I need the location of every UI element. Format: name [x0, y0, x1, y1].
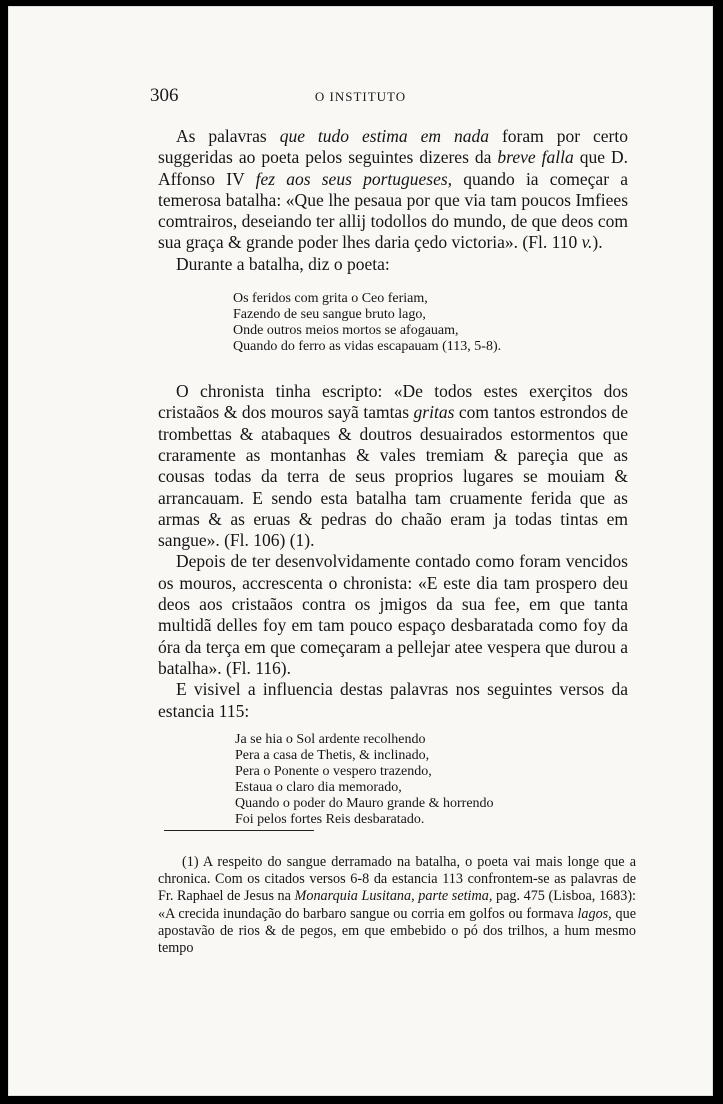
text-run: ).	[592, 232, 603, 253]
text-run: Durante a batalha, diz o poeta:	[176, 253, 390, 274]
text-run: foram por certo suggeridas ao poeta pelos seguintes dizeres da	[158, 126, 628, 168]
italic-run: gritas	[413, 402, 455, 423]
paragraph	[158, 679, 628, 722]
verse-line: Os feridos com grita o Ceo feriam,	[233, 291, 428, 307]
text-run: E visivel a influencia destas palavras nos seguintes versos da estancia 115:	[158, 679, 628, 721]
paragraph	[158, 551, 628, 679]
verse-line: Fazendo de seu sangue bruto lago,	[233, 307, 426, 323]
verse-line: Foi pelos fortes Reis desbaratado.	[235, 811, 425, 827]
italic-run: Monarquia Lusitana, parte setima,	[294, 888, 493, 905]
verse-line: Estaua o claro dia memorado,	[235, 779, 402, 795]
verse-line: Pera o Ponente o vespero trazendo,	[235, 763, 432, 779]
verse-line: Ja se hia o Sol ardente recolhendo	[235, 731, 426, 747]
italic-run: v.	[581, 232, 593, 253]
verse-line: Quando o poder do Mauro grande & horrendo	[235, 795, 494, 811]
text-run: O chronista tinha escripto: «De todos estes exerçitos dos cristaãos & dos mouros sayã tamtas	[158, 381, 628, 423]
paragraph	[158, 126, 628, 254]
verse-line: Onde outros meios mortos se afogauam,	[233, 323, 459, 339]
footnote-divider	[164, 830, 314, 831]
text-run: com tantos estrondos de trombettas & atabaques & doutros desuairados estormentos que craramente as montanhas & vales tremiam & pareçia que as cousas todas da terra de seus proprios lugares se mouiam & arrancauam. E sendo esta batalha tam cruamente ferida que as armas & as eruas & pedras do chaão eram ja todas tintas em sangue». (Fl. 106) (1).	[158, 402, 628, 551]
italic-run: lagos,	[577, 905, 612, 922]
paragraph	[158, 381, 628, 551]
text-run: pag. 475 (Lisboa, 1683): «A crecida inundação do barbaro sangue ou corria em golfos ou formava	[158, 888, 636, 922]
running-title: O INSTITUTO	[314, 89, 407, 104]
text-run: As palavras	[176, 126, 280, 146]
italic-run: fez aos seus portugueses,	[255, 168, 453, 189]
text-run: quando ia começar a temerosa batalha: «Que lhe pesaua por que via tam poucos Imfiees comtrairos, deseiando ter allij todollos do mundo, de que deos com sua graça & grande poder lhes daria çedo victoria». (Fl. 110	[158, 168, 628, 253]
text-run: que apostavão de rios & de pegos, em que embebido o pó dos trilhos, a hum mesmo tempo	[158, 905, 636, 957]
italic-run: breve falla	[497, 147, 574, 168]
verse-line: Pera a casa de Thetis, & inclinado,	[235, 747, 430, 763]
footnote	[158, 854, 636, 957]
text-run: que D. Affonso IV	[158, 147, 628, 189]
verse-line: Quando do ferro as vidas escapauam (113, 5-8).	[233, 339, 502, 355]
verse-quote	[233, 291, 628, 355]
italic-run: que tudo estima em nada	[279, 126, 490, 146]
verse-quote	[235, 732, 628, 828]
document-page	[8, 6, 713, 1096]
paragraph	[158, 254, 628, 275]
text-run: (1) A respeito do sangue derramado na batalha, o poeta vai mais longe que a chronica. Com os citados versos 6-8 da estancia 113 confrontem-se as palavras de Fr. Raphael de Jesus na	[158, 854, 636, 905]
page-number: 306	[150, 85, 179, 106]
text-run: Depois de ter desenvolvidamente contado como foram vencidos os mouros, accrescenta o chronista: «E este dia tam prospero deu deos aos cristaãos contra os jmigos da sua fee, em que tanta multidã delles foy em tam pouco espaço desbaratada como foy da óra da terça em que começaram a pellejar atee vespera que durou a batalha». (Fl. 116).	[158, 551, 628, 678]
main-text	[158, 126, 628, 828]
page-header	[8, 85, 713, 109]
